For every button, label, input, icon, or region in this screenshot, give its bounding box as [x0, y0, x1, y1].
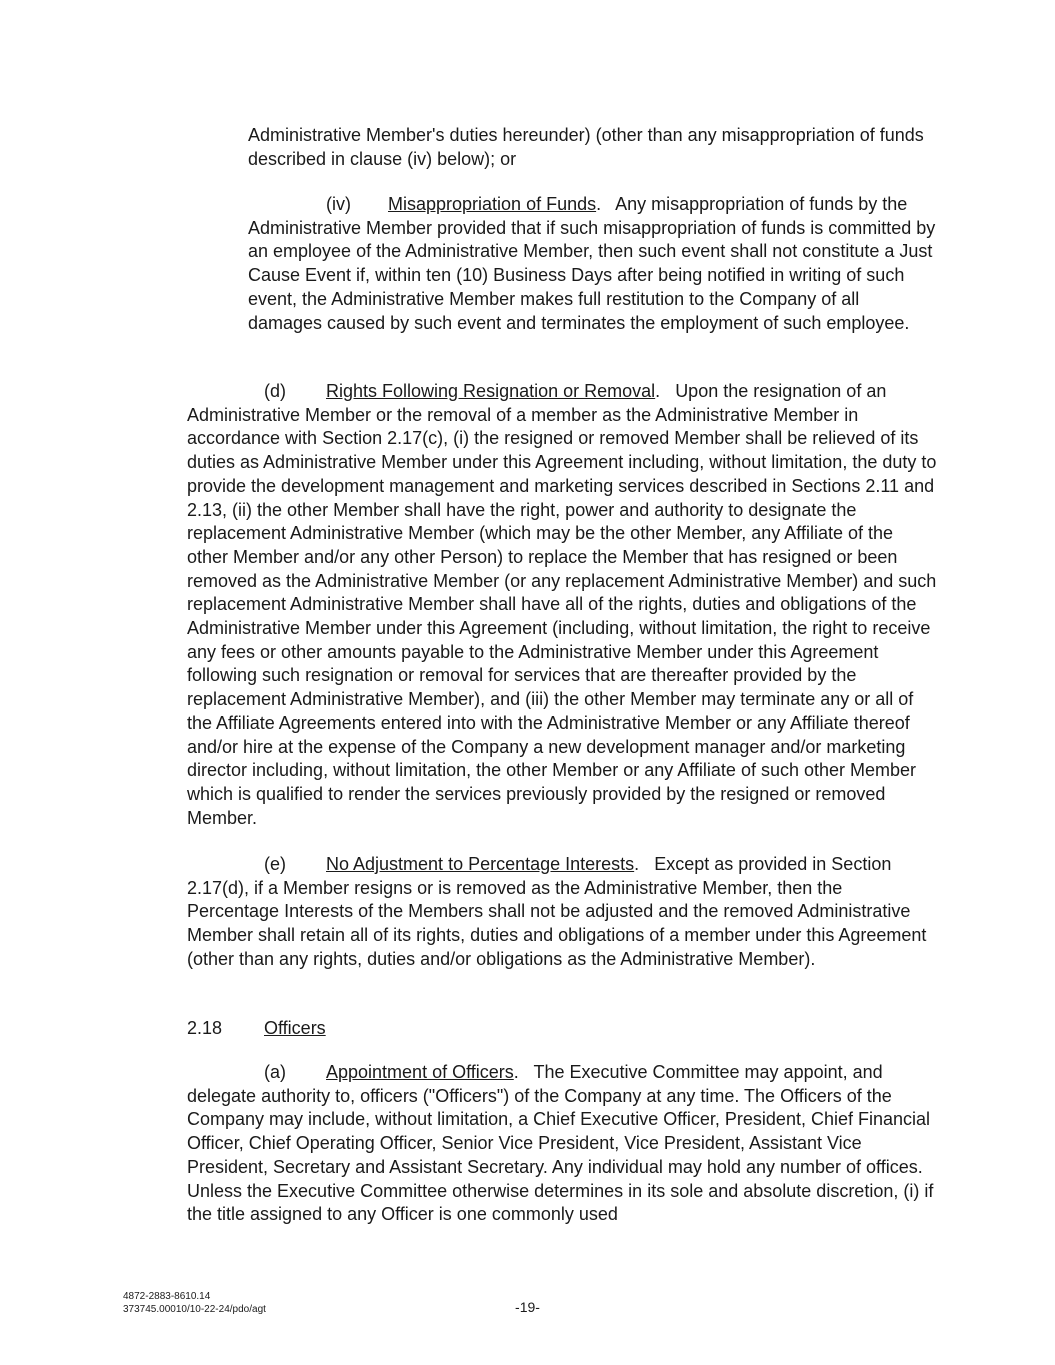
clause-d: (d) Rights Following Resignation or Removal. Upon the resignation of an Administrative Member or the removal of a member as the Administrative Member in accordance with Section 2.17(c), (i) the resigned or removed Member shall be relieved of its duties as Administrative Member under this Agreement including, without limitation, the duty to provide the development management and marketing services described in Sections 2.11 and 2.13, (ii) the other Member shall have the right, power and authority to designate the replacement Administrative Member (which may be the other Member, any Affiliate of the other Member and/or any other Person) to replace the Member that has resigned or been removed as the Administrative Member (or any replacement Administrative Member) and such replacement Administrative Member shall have all of the rights, duties and obligations of the Administrative Member under this Agreement (including, without limitation, the right to receive any fees or other amounts payable to the Administrative Member under this Agreement following such resignation or removal for services that are thereafter provided by the replacement Administrative Member), and (iii) the other Member may terminate any or all of the Affiliate Agreements entered into with the Administrative Member or any Affiliate thereof and/or hire at the expense of the Company a new development manager and/or marketing director including, without limitation, the other Member or any Affiliate of such other Member which is qualified to render the services previously provided by the resigned or removed Member. — [187, 381, 937, 828]
clause-a: (a) Appointment of Officers. The Executive Committee may appoint, and delegate authority to, officers ("Officers") of the Company at any time. The Officers of the Company may include, without limitation, a Chief Executive Officer, President, Chief Financial Officer, Chief Operating Officer, Senior Vice President, Vice President, Assistant Vice President, Secretary and Assistant Secretary. Any individual may hold any number of offices. Unless the Executive Committee otherwise determines in its sole and absolute discretion, (i) if the title assigned to any Officer is one commonly used — [187, 1062, 934, 1225]
section-heading — [187, 1017, 937, 1041]
clause-e: (e) No Adjustment to Percentage Interests. Except as provided in Section 2.17(d), if a Member resigns or is removed as the Administrative Member, then the Percentage Interests of the Members shall not be adjusted and the removed Administrative Member shall retain all of its rights, duties and obligations of a member under this Agreement (other than any rights, duties and/or obligations as the Administrative Member). — [187, 854, 927, 969]
clause-d-body: Upon the resignation of an Administrative Member or the removal of a member as the Administrative Member in accordance with Section 2.17(c), (i) the resigned or removed Member shall be relieved of its duties as Administrative Member under this Agreement including, without limitation, the duty to provide the development management and marketing services described in Sections 2.11 and 2.13, (ii) the other Member shall have the right, power and authority to designate the replacement Administrative Member (which may be the other Member, any Affiliate of the other Member and/or any other Person) to replace the Member that has resigned or been removed as the Administrative Member (or any replacement Administrative Member) and such replacement Administrative Member shall have all of the rights, duties and obligations of the Administrative Member under this Agreement (including, without limitation, the right to receive any fees or other amounts payable to the Administrative Member under this Agreement following such resignation or removal for services that are thereafter provided by the replacement Administrative Member), and (iii) the other Member may terminate any or all of the Affiliate Agreements entered into with the Administrative Member or any Affiliate thereof and/or hire at the expense of the Company a new development manager and/or marketing director including, without limitation, the other Member or any Affiliate of such other Member which is qualified to render the services previously provided by the resigned or removed Member. — [187, 381, 937, 828]
clause-d-number: (d) — [264, 381, 286, 401]
clause-a-body: The Executive Committee may appoint, and delegate authority to, officers ("Officers") of the Company at any time. The Officers of the Company may include, without limitation, a Chief Executive Officer, President, Chief Financial Officer, Chief Operating Officer, Senior Vice President, Vice President, Assistant Vice President, Secretary and Assistant Secretary. Any individual may hold any number of offices. Unless the Executive Committee otherwise determines in its sole and absolute discretion, (i) if the title assigned to any Officer is one commonly used — [187, 1062, 934, 1225]
footer-doc-id: 4872-2883-8610.14 — [123, 1291, 211, 1302]
clause-iv-number: (iv) — [326, 194, 351, 214]
page-number: -19- — [515, 1299, 540, 1315]
clause-e-heading: No Adjustment to Percentage Interests — [326, 854, 635, 874]
paragraph-continuation — [248, 124, 938, 171]
clause-iv-heading: Misappropriation of Funds — [388, 194, 597, 214]
section-number: 2.18 — [187, 1018, 223, 1038]
clause-iv: (iv) Misappropriation of Funds. Any misappropriation of funds by the Administrative Member provided that if such misappropriation of funds is committed by an employee of the Administrative Member, then such event shall not constitute a Just Cause Event if, within ten (10) Business Days after being notified in writing of such event, the Administrative Member makes full restitution to the Company of all damages caused by such event and terminates the employment of such employee. — [248, 194, 936, 333]
footer-ref: 373745.00010/10-22-24/pdo/agt — [123, 1304, 266, 1315]
clause-e-body: Except as provided in Section 2.17(d), if a Member resigns or is removed as the Administrative Member, then the Percentage Interests of the Members shall not be adjusted and the removed Administrative Member shall retain all of its rights, duties and obligations of a member under this Agreement (other than any rights, duties and/or obligations as the Administrative Member). — [187, 854, 927, 969]
clause-a-number: (a) — [264, 1062, 286, 1082]
section-title: Officers — [264, 1018, 326, 1038]
clause-iv-body: Any misappropriation of funds by the Administrative Member provided that if such misappropriation of funds is committed by an employee of the Administrative Member, then such event shall not constitute a Just Cause Event if, within ten (10) Business Days after being notified in writing of such event, the Administrative Member makes full restitution to the Company of all damages caused by such event and terminates the employment of such employee. — [248, 194, 936, 333]
clause-a-heading: Appointment of Officers — [326, 1062, 514, 1082]
clause-e-number: (e) — [264, 854, 286, 874]
clause-d-heading: Rights Following Resignation or Removal — [326, 381, 656, 401]
continuation-text: Administrative Member's duties hereunder) (other than any misappropriation of funds described in clause (iv) below); or — [248, 125, 924, 169]
